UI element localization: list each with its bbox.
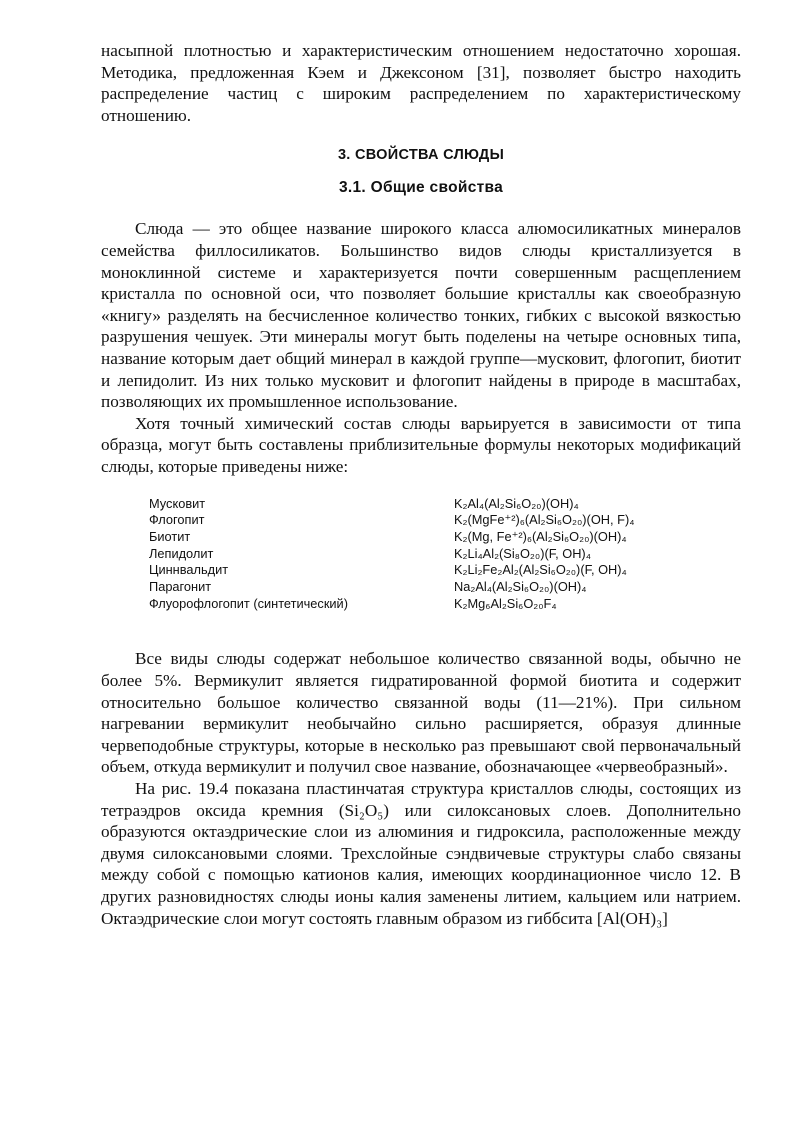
mineral-formula: K₂(Mg, Fe⁺²)₆(Al₂Si₆O₂₀)(OH)₄ [454,528,627,544]
formula-row [149,512,709,529]
mineral-formula: K₂Li₄Al₂(Si₈O₂₀)(F, OH)₄ [454,545,591,561]
mineral-formula: Na₂Al₄(Al₂Si₆O₂₀)(OH)₄ [454,579,587,595]
mineral-name: Флогопит [149,512,205,528]
mineral-formula: K₂Li₂Fe₂Al₂(Al₂Si₆O₂₀)(F, OH)₄ [454,562,627,578]
mineral-name: Циннвальдит [149,562,229,578]
mineral-name: Флуорофлогопит (синтетический) [149,595,348,611]
paragraph-formula-intro: Хотя точный химический состав слюды варьируется в зависимости от типа образца, могут быть составлены приблизительные формулы некоторых модификаций слюды, которые приведены ниже: [101,413,741,476]
formula-table [149,496,709,613]
paragraph-mica-definition: Слюда — это общее название широкого класса алюмосиликатных минералов семейства филлосиликатов. Большинство видов слюды кристаллизуется в моноклинной системе и характеризуется почти совершенным расщеплением кристалла по основной оси, что позволяет большие кристаллы как своеобразную «книгу» разделять на бесчисленное количество тонких, гибких с высокой вязкостью разрушения чешуек. Эти минералы могут быть поделены на четыре основных типа, название которым дает общий минерал в каждой группе—мусковит, флогопит, биотит и лепидолит. Из них только мусковит и флогопит найдены в природе в масштабах, позволяющих их промышленное использование. [101,219,741,412]
mineral-formula: K₂Mg₆Al₂Si₆O₂₀F₄ [454,595,557,611]
formula-row [149,579,709,596]
intro-paragraph: насыпной плотностью и характеристическим отношением недостаточно хорошая. Методика, предложенная Кэем и Джексоном [31], позволяет быстро находить распределение частиц с широким распределением по характеристическому отношению. [101,41,741,125]
formula-row [149,596,709,613]
formula-row [149,529,709,546]
formula-row [149,562,709,579]
mineral-name: Лепидолит [149,545,214,561]
formula-row [149,546,709,563]
mineral-name: Биотит [149,528,191,544]
paragraph-bound-water: Все виды слюды содержат небольшое количество связанной воды, обычно не более 5%. Вермикулит является гидратированной формой биотита и содержит относительно большое количество связанной воды (11—21%). При сильном нагревании вермикулит необычайно сильно расширяется, образуя длинные червеподобные структуры, которые в несколько раз превышают свой первоначальный объем, откуда вермикулит и получил свое название, обозначающее «червеобразный». [101,649,741,777]
formula-row [149,496,709,513]
mineral-formula: K₂Al₄(Al₂Si₆O₂₀)(OH)₄ [454,495,579,511]
paragraph-crystal-structure: На рис. 19.4 показана пластинчатая структура кристаллов слюды, состоящих из тетраэдров оксида кремния (Si₂O₅) или силоксановых слоев. Дополнительно образуются октаэдрические слои из алюминия и гидроксила, расположенные между двумя силоксановыми слоями. Трехслойные сэндвичевые структуры слабо связаны между собой с помощью катионов калия, имеющих координационное число 12. В других разновидностях слюды ионы калия заменены литием, кальцием или натрием. Октаэдрические слои могут состоять главным образом из гиббсита [Al(OH)₃] [101,778,741,928]
mineral-formula: K₂(MgFe⁺²)₆(Al₂Si₆O₂₀)(OH, F)₄ [454,512,635,528]
mineral-name: Парагонит [149,579,212,595]
mineral-name: Мусковит [149,495,206,511]
section-title: 3. СВОЙСТВА СЛЮДЫ [337,147,505,164]
page-content [101,40,741,929]
subsection-title: 3.1. Общие свойства [338,179,504,197]
